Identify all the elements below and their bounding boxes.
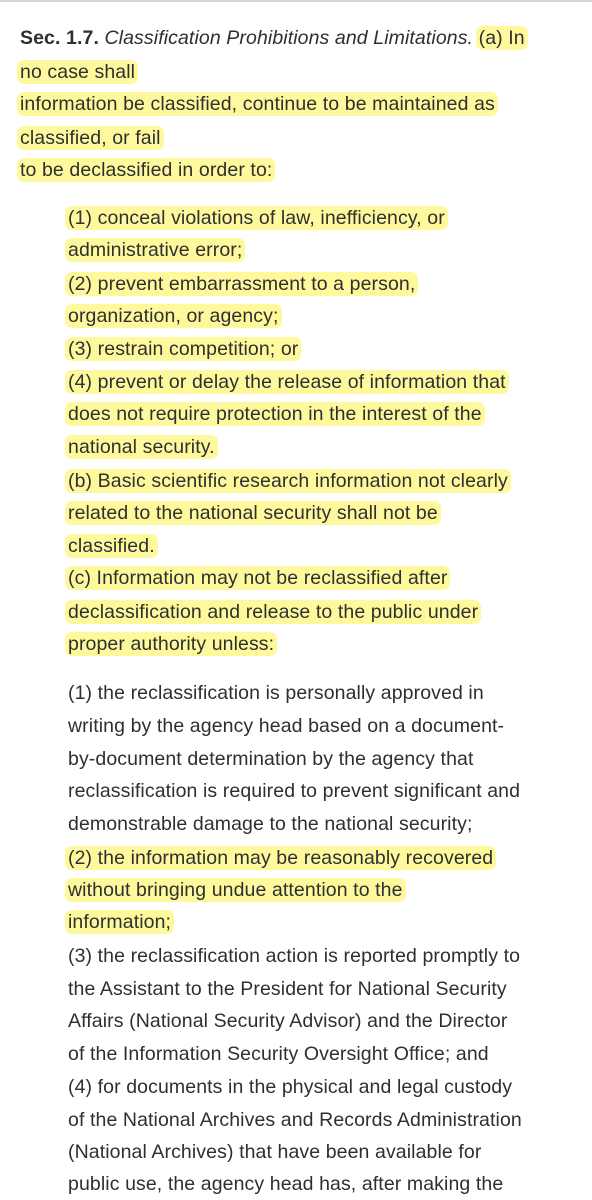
text-line: [20, 154, 272, 186]
line-text: public use, the agency head has, after making the: [68, 1173, 504, 1195]
text-line: [20, 122, 161, 154]
line-text: of the Information Security Oversight Office; and: [68, 1043, 489, 1065]
list-item-line: [68, 1136, 481, 1168]
list-item-line: [68, 596, 478, 628]
line-text: (2) the information may be reasonably recovered: [65, 846, 496, 870]
list-item-line: [68, 202, 445, 234]
list-item-line: [68, 628, 274, 660]
line-text: (c) Information may not be reclassified after: [65, 566, 450, 590]
list-item-line: [68, 874, 403, 906]
list-item-line: [68, 1005, 507, 1037]
line-text: (2) prevent embarrassment to a person,: [65, 272, 418, 296]
line-text: (3) the reclassification action is reported promptly to: [68, 945, 521, 967]
line-text: related to the national security shall not be: [65, 501, 441, 525]
line-text: to be declassified in order to:: [17, 158, 275, 182]
list-item-line: [68, 842, 493, 874]
line-text: (4) prevent or delay the release of information that: [65, 370, 509, 394]
text-line: [20, 56, 135, 88]
list-item-line: [68, 710, 504, 742]
line-text: national security.: [65, 435, 218, 459]
line-text: of the National Archives and Records Administration: [68, 1109, 522, 1131]
line-text: (1) conceal violations of law, inefficiency, or: [65, 206, 448, 230]
text-line: [20, 88, 495, 120]
line-text: no case shall: [17, 60, 138, 84]
line-text: writing by the agency head based on a document-: [68, 715, 505, 737]
list-item-line: [68, 1104, 522, 1136]
list-item-line: [68, 366, 506, 398]
line-text: declassification and release to the public under: [65, 600, 481, 624]
list-item-line: [68, 1168, 503, 1200]
list-item-line: [68, 398, 482, 430]
list-item-line: [68, 530, 155, 562]
line-text: does not require protection in the interest of the: [65, 402, 485, 426]
list-item-line: [68, 1038, 489, 1070]
list-item-line: [68, 562, 447, 594]
list-item-line: [68, 333, 298, 365]
line-text: reclassification is required to prevent significant and: [68, 780, 521, 802]
line-text: classified, or fail: [17, 126, 164, 150]
list-item-line: [68, 677, 484, 709]
line-text: Affairs (National Security Advisor) and the Director: [68, 1010, 508, 1032]
line-text: administrative error;: [65, 238, 245, 262]
list-item-line: [68, 497, 438, 529]
list-item-line: [68, 808, 473, 840]
list-item-line: [68, 465, 508, 497]
list-item-line: [68, 300, 279, 332]
list-item-line: [68, 906, 171, 938]
section-label: Sec. 1.7.: [20, 27, 99, 49]
line-text: proper authority unless:: [65, 632, 277, 656]
section-heading-line: [20, 22, 525, 54]
list-item-line: [68, 431, 215, 463]
list-item-line: [68, 743, 473, 775]
line-text: (1) the reclassification is personally approved in: [68, 682, 484, 704]
list-item-line: [68, 268, 415, 300]
line-text: (b) Basic scientific research information not clearly: [65, 469, 511, 493]
line-text: demonstrable damage to the national security;: [68, 813, 473, 835]
line-text: (National Archives) that have been available for: [68, 1141, 482, 1163]
line-text: information;: [65, 910, 174, 934]
line-text: without bringing undue attention to the: [65, 878, 406, 902]
line-text: (a) In: [476, 26, 528, 50]
line-text: the Assistant to the President for National Security: [68, 978, 507, 1000]
section-title: Classification Prohibitions and Limitations.: [104, 27, 474, 49]
list-item-line: [68, 234, 242, 266]
line-text: (4) for documents in the physical and legal custody: [68, 1076, 513, 1098]
list-item-line: [68, 1071, 512, 1103]
line-text: classified.: [65, 534, 158, 558]
line-text: organization, or agency;: [65, 304, 282, 328]
line-text: by-document determination by the agency that: [68, 748, 474, 770]
line-text: information be classified, continue to be maintained as: [17, 92, 498, 116]
list-item-line: [68, 940, 520, 972]
list-item-line: [68, 973, 507, 1005]
list-item-line: [68, 775, 520, 807]
line-text: (3) restrain competition; or: [65, 337, 301, 361]
